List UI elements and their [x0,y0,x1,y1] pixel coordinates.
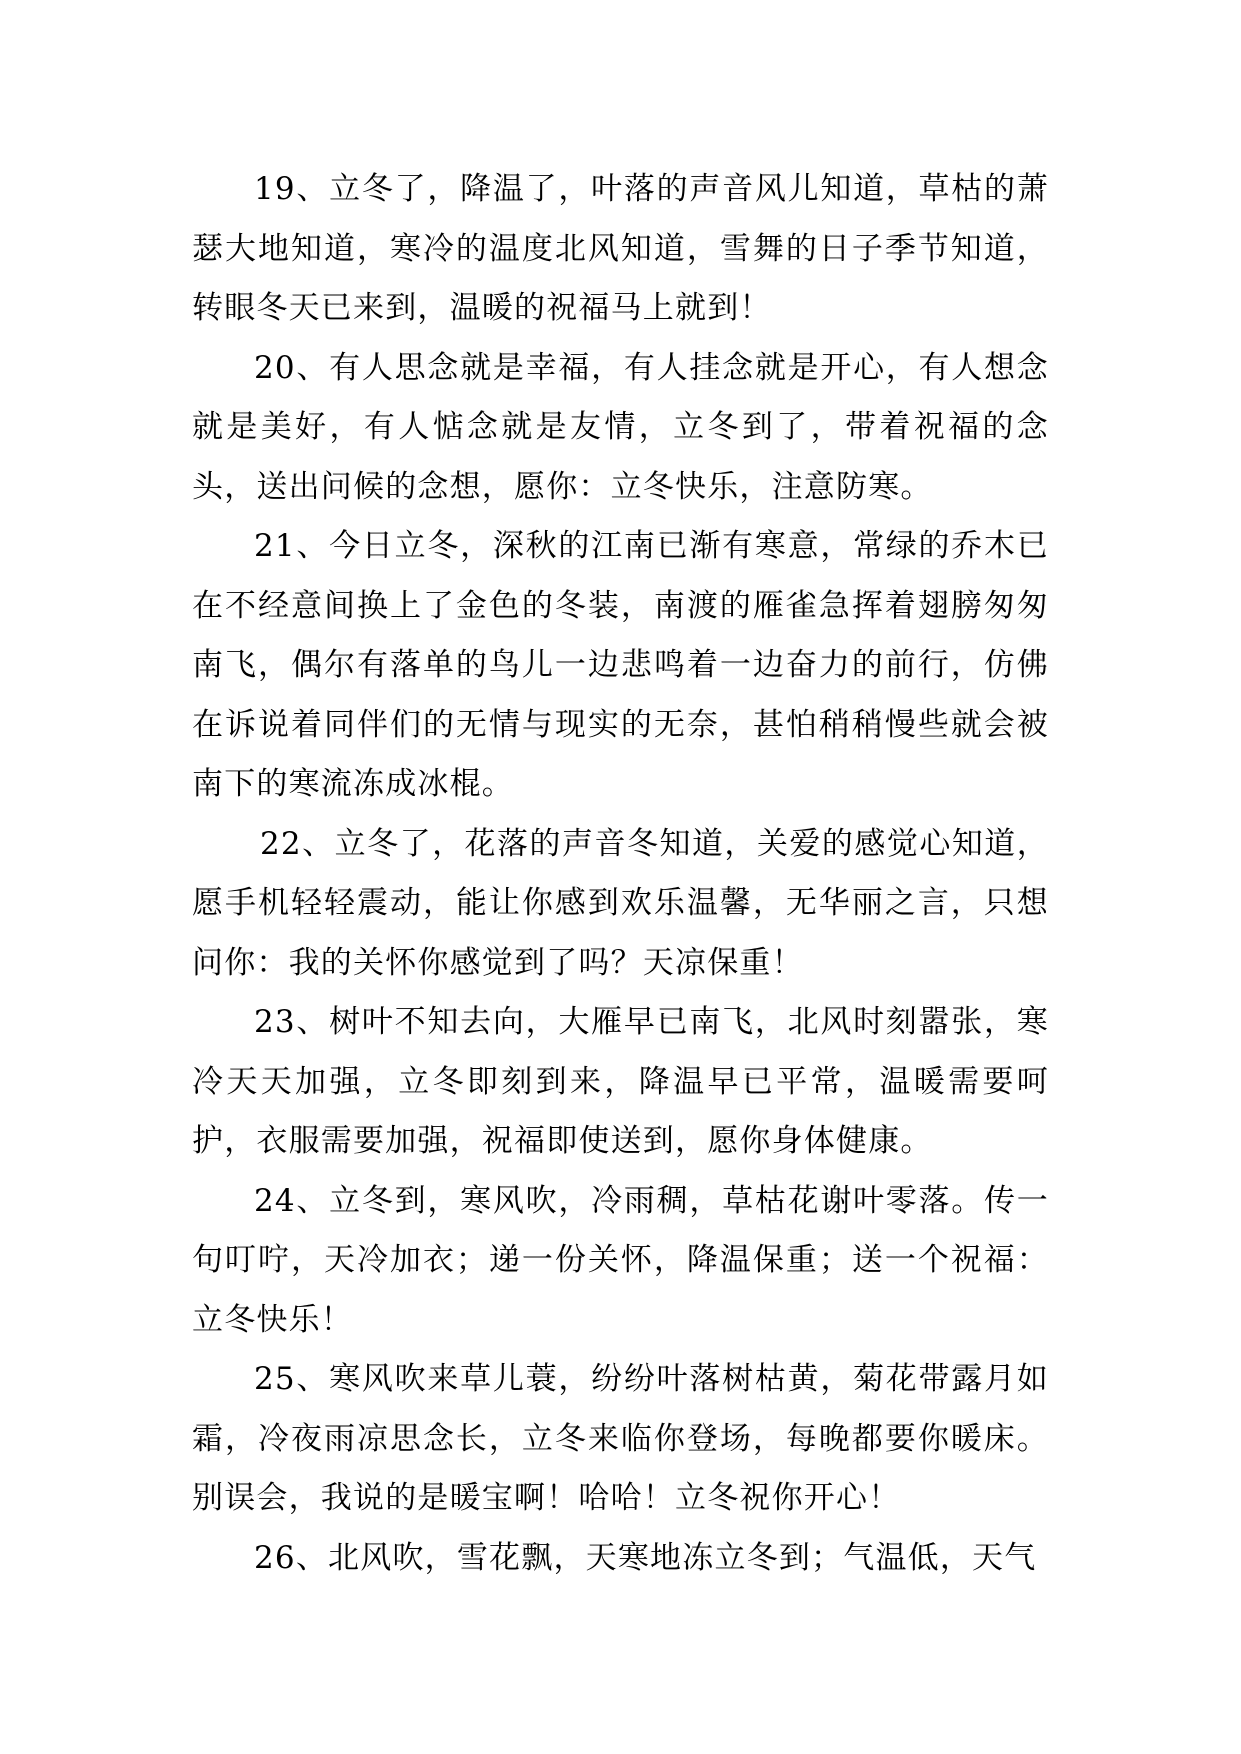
paragraph-19: 19、立冬了，降温了，叶落的声音风儿知道，草枯的萧瑟大地知道，寒冷的温度北风知道，雪舞的日子季节知道，转眼冬天已来到，温暖的祝福马上就到！ [192,171,1049,326]
paragraph-20: 20、有人思念就是幸福，有人挂念就是开心，有人想念就是美好，有人惦念就是友情，立冬到了，带着祝福的念头，送出问候的念想，愿你：立冬快乐，注意防寒。 [192,349,1049,505]
paragraph-24: 24、立冬到，寒风吹，冷雨稠，草枯花谢叶零落。传一句叮咛，天冷加衣；递一份关怀，降温保重；送一个祝福：立冬快乐！ [192,1182,1049,1338]
paragraph-21: 21、今日立冬，深秋的江南已渐有寒意，常绿的乔木已在不经意间换上了金色的冬装，南渡的雁雀急挥着翅膀匆匆南飞，偶尔有落单的鸟儿一边悲鸣着一边奋力的前行，仿佛在诉说着同伴们的无情与现实的无奈，甚怕稍稍慢些就会被南下的寒流冻成冰棍。 [192,528,1049,802]
paragraph-26: 26、北风吹，雪花飘，天寒地冻立冬到；气温低，天气 [254,1539,1037,1576]
paragraph-25: 25、寒风吹来草儿蓑，纷纷叶落树枯黄，菊花带露月如霜，冷夜雨凉思念长，立冬来临你登场，每晚都要你暖床。别误会，我说的是暖宝啊！哈哈！立冬祝你开心！ [192,1361,1049,1516]
paragraph-22: 22、立冬了，花落的声音冬知道，关爱的感觉心知道，愿手机轻轻震动，能让你感到欢乐温馨，无华丽之言，只想问你：我的关怀你感觉到了吗？天凉保重！ [192,825,1049,981]
paragraph-23: 23、树叶不知去向，大雁早已南飞，北风时刻嚣张，寒冷天天加强，立冬即刻到来，降温早已平常，温暖需要呵护，衣服需要加强，祝福即使送到，愿你身体健康。 [192,1004,1049,1159]
document-body [192,160,1049,1588]
